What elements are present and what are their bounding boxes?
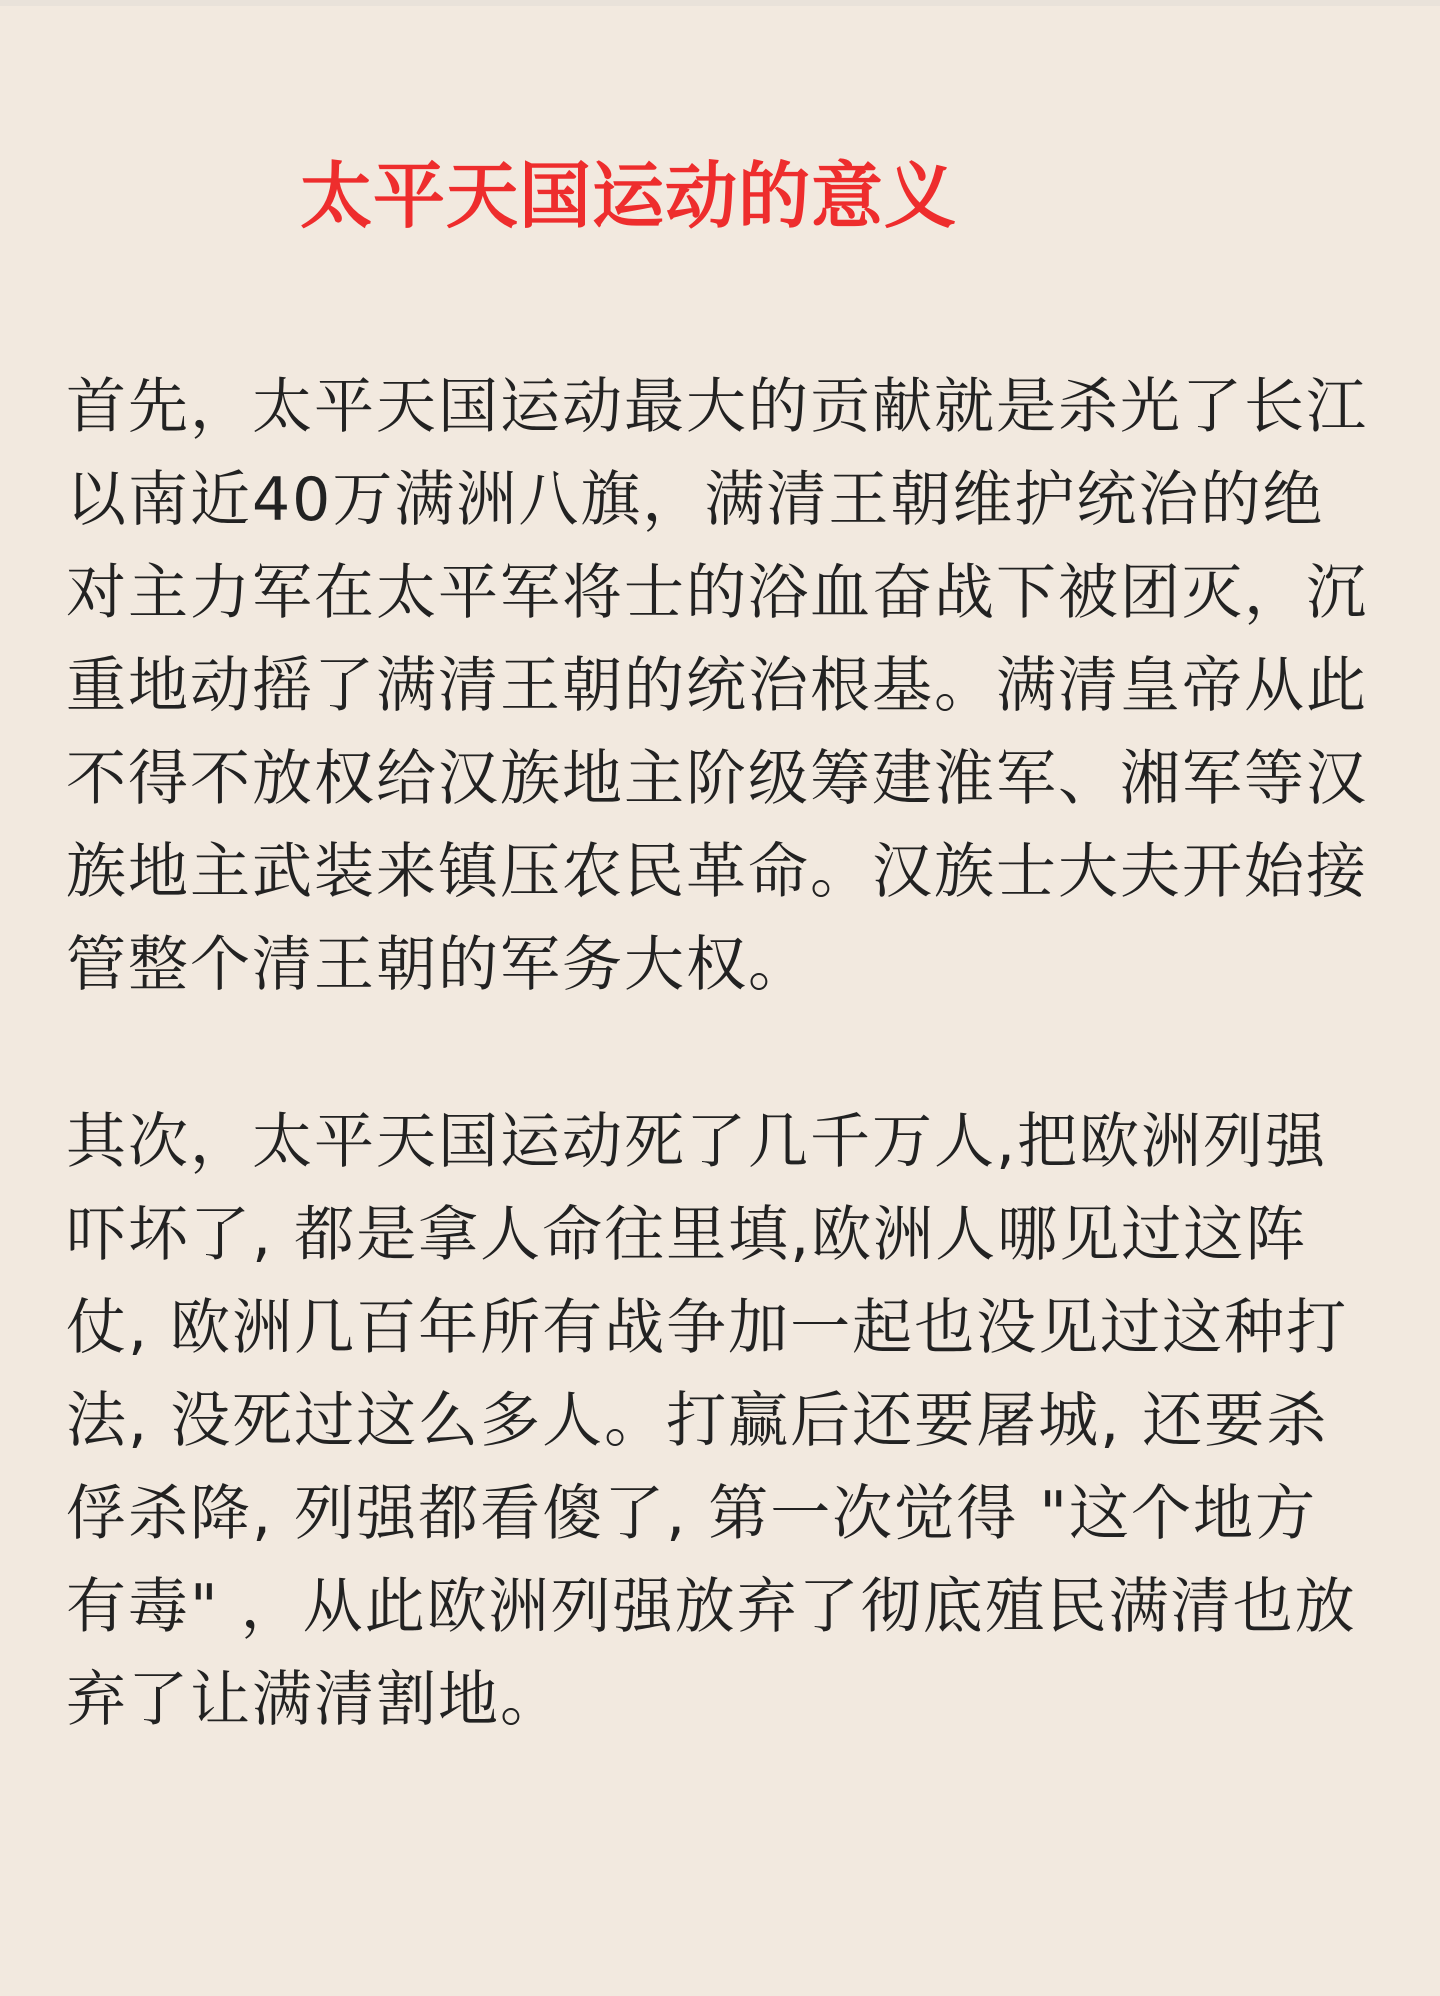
article-paragraph-1: 首先，太平天国运动最大的贡献就是杀光了长江以南近40万满洲八旗，满清王朝维护统治的绝对主力军在太平军将士的浴血奋战下被团灭，沉重地动摇了满清王朝的统治根基。满清皇帝从此不得不放权给汉族地主阶级筹建淮军、湘军等汉族地主武装来镇压农民革命。汉族士大夫开始接管整个清王朝的军务大权。 <box>66 372 1368 1000</box>
article-paragraph-2: 其次，太平天国运动死了几千万人,把欧洲列强吓坏了, 都是拿人命往里填,欧洲人哪见过这阵仗, 欧洲几百年所有战争加一起也没见过这种打法, 没死过这么多人。打赢后还要屠城, 还要杀俘杀降, 列强都看傻了, 第一次觉得 "这个地方有毒" ，从此欧洲列强放弃了彻底殖民满清也放弃了让满清割地。 <box>66 1107 1357 1735</box>
article-title: 太平天国运动的意义 <box>300 154 958 238</box>
